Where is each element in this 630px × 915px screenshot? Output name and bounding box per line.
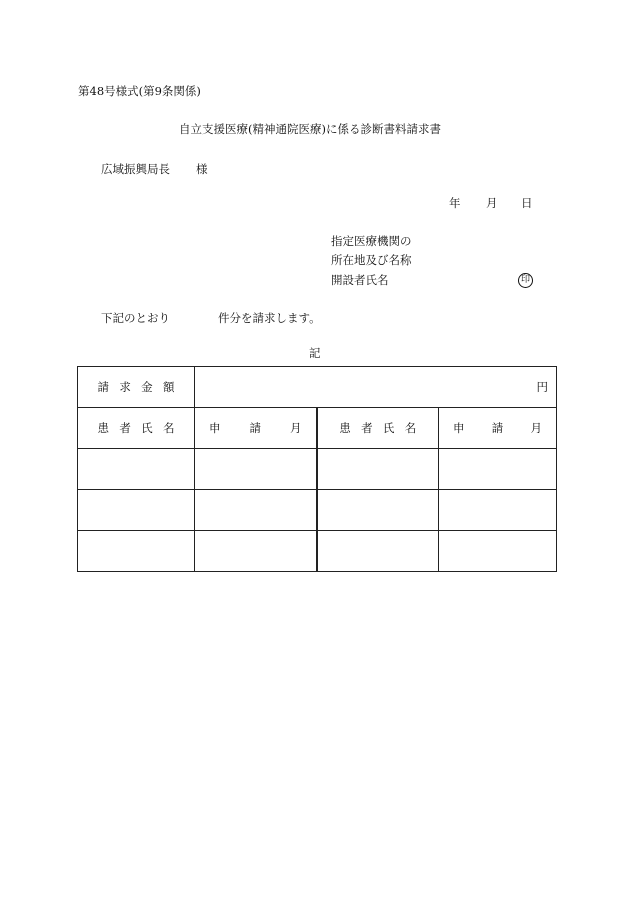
patient-name-cell[interactable] — [317, 531, 439, 572]
header-month-char: 請 — [491, 421, 504, 435]
header-month-char: 月 — [290, 421, 302, 435]
amount-row — [78, 367, 557, 408]
amount-field[interactable] — [195, 367, 557, 408]
amount-label: 請求金額 — [78, 367, 195, 408]
request-month-cell[interactable] — [195, 531, 317, 572]
header-month-char: 請 — [249, 421, 261, 435]
date-year-label: 年 — [449, 196, 461, 210]
patient-name-cell[interactable] — [78, 531, 195, 572]
table-row — [78, 449, 557, 490]
header-month-left — [195, 408, 317, 449]
document-title: 自立支援医療(精神通院医療)に係る診断書料請求書 — [179, 122, 441, 136]
request-month-cell[interactable] — [439, 490, 557, 531]
header-patient-name-left: 患者氏名 — [78, 408, 195, 449]
request-text-suffix: 件分を請求します。 — [218, 311, 321, 325]
applicant-founder-label: 開設者氏名 — [331, 273, 389, 287]
request-text-prefix: 下記のとおり — [101, 311, 170, 325]
patient-name-cell[interactable] — [317, 490, 439, 531]
request-month-cell[interactable] — [439, 531, 557, 572]
seal-mark: 印 — [518, 273, 533, 288]
header-row — [78, 408, 557, 449]
patient-name-cell[interactable] — [78, 449, 195, 490]
table-row — [78, 531, 557, 572]
addressee-name: 広域振興局長 — [101, 162, 170, 176]
date-month-label: 月 — [486, 196, 498, 210]
header-month-char: 申 — [453, 421, 465, 435]
table-row — [78, 490, 557, 531]
patient-name-cell[interactable] — [78, 490, 195, 531]
header-month-char: 月 — [530, 421, 542, 435]
ki-label: 記 — [309, 346, 321, 360]
form-number: 第48号様式(第9条関係) — [78, 84, 201, 98]
request-month-cell[interactable] — [439, 449, 557, 490]
claim-table — [77, 366, 557, 572]
header-patient-name-right: 患者氏名 — [317, 408, 439, 449]
addressee-honorific: 様 — [196, 162, 208, 176]
patient-name-cell[interactable] — [317, 449, 439, 490]
request-month-cell[interactable] — [195, 490, 317, 531]
applicant-address-label: 所在地及び名称 — [331, 253, 412, 267]
request-month-cell[interactable] — [195, 449, 317, 490]
header-month-char: 申 — [209, 421, 221, 435]
date-day-label: 日 — [521, 196, 533, 210]
applicant-institution-label: 指定医療機関の — [331, 234, 412, 248]
amount-unit: 円 — [536, 380, 549, 394]
header-month-right — [439, 408, 557, 449]
